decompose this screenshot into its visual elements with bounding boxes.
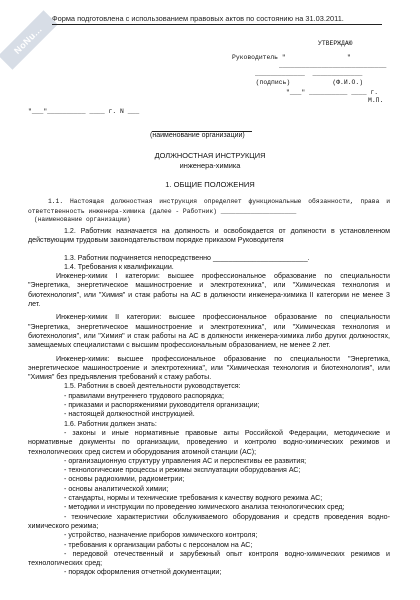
paragraph: Инженер-химик: высшее профессиональное образование по специальности "Энергетика, энергетическое машиностроение и электротехника", или "Химическая технология и биотехнология", или "Химия" без предъявления требований к стажу работы. [28,354,390,382]
paragraph: 1.3. Работник подчиняется непосредственно ________________________. [64,253,310,262]
approval-date: "___" __________ ____ г. [286,89,379,96]
list-item: - передовой отечественный и зарубежный опыт контроля водно-химических режимов и технологических сред; [28,549,390,568]
watermark-ribbon: NoNu... [0,10,58,69]
header-divider [52,24,382,25]
approval-signature-line: _____________ _____________ [232,70,363,77]
document-body [28,227,390,578]
form-source-note: Форма подготовлена с использованием правовых актов по состоянию на 31.03.2011. [52,14,344,23]
list-item: - организационную структуру управления АС и перспективы ее развития; [64,456,307,465]
paragraph: Инженер-химик II категории: высшее профессиональное образование по специальности "Энергетика, энергетическое машиностроение и электротехника", или "Химическая технология и биотехнология", или "Химия" и стаж работы на АС в должности инженера-химика либо других должностях, замещаемых специалистами с высшим профессиональным образованием, не менее 2 лет. [28,313,390,350]
list-item: - порядок оформления отчетной документации; [64,568,222,577]
list-item: - правилами внутреннего трудового распорядка; [64,391,224,400]
list-item: - стандарты, нормы и технические требования к качеству водного режима АС; [64,494,323,503]
paragraph: Инженер-химик I категории: высшее профессиональное образование по специальности "Энергетика, энергетическое машиностроение и электротехника", или "Химическая технология и биотехнология", или "Химия" и стаж работы на АС в должности инженера-химика II категории не менее 3 лет. [28,272,390,309]
approval-title: УТВЕРЖДАЮ [318,40,353,47]
org-name-subcaption: (наименование организации) [34,216,131,223]
stamp-placeholder: М.П. [368,97,384,104]
paragraph: 1.6. Работник должен знать: [64,419,157,428]
paragraph-1-1: 1.1. Настоящая должностная инструкция определяет функциональные обязанности, права и ответственность инженера-химика (далее - Работник) ____________________ [28,198,390,215]
list-item: - устройство, назначение приборов химического контроля; [64,531,258,540]
org-name-caption: (наименование организации) [150,132,245,139]
list-item: - законы и иные нормативные правовые акты Российской Федерации, методические и нормативные документы по организации, проведению и контролю водно-химических режимов и технологических сред систем и оборудования атомной станции (АС); [28,428,390,456]
document-title: ДОЛЖНОСТНАЯ ИНСТРУКЦИЯ [154,151,266,160]
approval-head-line: Руководитель " " [232,54,351,61]
list-item: - методики и инструкции по проведению химического анализа технологических сред; [64,503,345,512]
approval-signature-caption: (подпись) (Ф.И.О.) [248,79,364,86]
paragraph: 1.5. Работник в своей деятельности руководствуется: [64,382,241,391]
list-item: - основы аналитической химии; [64,484,169,493]
list-item: - приказами и распоряжениями руководителя организации; [64,401,260,410]
section-heading: 1. ОБЩИЕ ПОЛОЖЕНИЯ [165,180,255,189]
list-item: - технологические процессы и режимы эксплуатации оборудования АС; [64,466,301,475]
list-item: - требования к организации работы с персоналом на АС; [64,540,253,549]
document-subtitle: инженера-химика [179,161,241,170]
approval-org-line: ____________________________ [256,62,387,69]
document-date-number: "___"__________ ____ г. N ___ [28,108,140,115]
list-item: - технические характеристики обслуживаемого оборудования и средств проведения водно-химического режима; [28,512,390,530]
list-item: - настоящей должностной инструкцией. [64,410,195,419]
list-item: - основы радиохимии, радиометрии; [64,475,185,484]
paragraph: 1.4. Требования к квалификации. [64,262,174,271]
paragraph: 1.2. Работник назначается на должность и освобождается от должности в установленном действующим трудовым законодательством порядке приказом Руководителя [28,227,390,245]
